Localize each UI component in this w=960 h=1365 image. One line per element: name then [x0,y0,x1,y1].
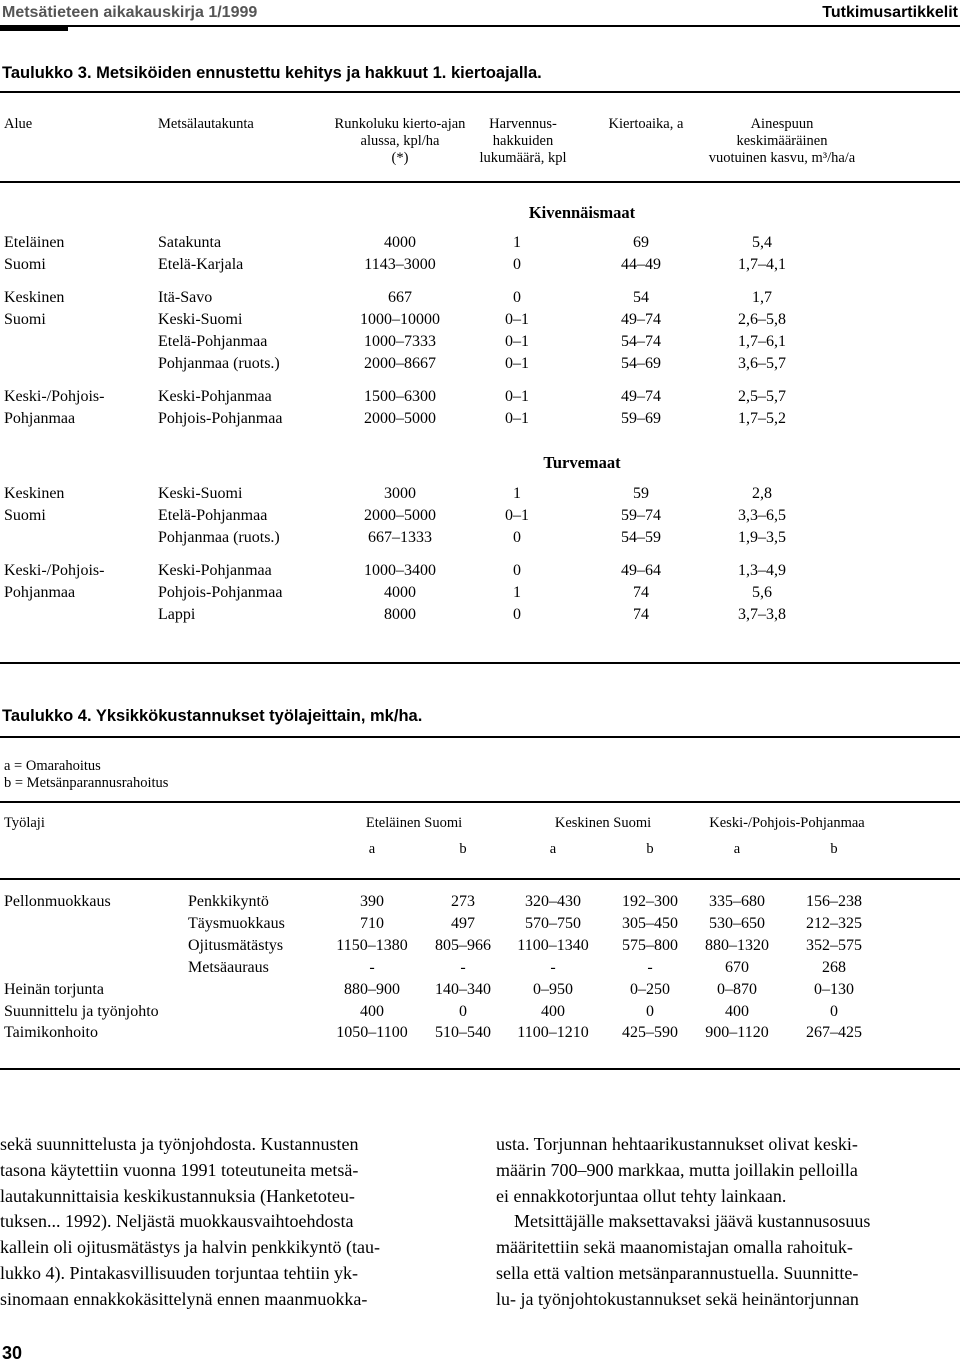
cell-harvennus: 0–1 [505,311,529,328]
section-kivennaismaat: Kivennäismaat [528,203,636,222]
cell-etela-a: 1150–1380 [336,937,408,954]
cell-kiertoaika: 54 [633,289,649,306]
cell-menetelma: Täysmuokkaus [188,915,285,932]
cell-keski-b: 425–590 [622,1024,678,1041]
table3-header-col-harvennus: Harvennus- [489,116,557,132]
cell-keski-b: 192–300 [622,893,678,910]
cell-lautakunta: Pohjois-Pohjanmaa [158,410,283,427]
cell-keski-a: 570–750 [525,915,581,932]
section-turvemaat: Turvemaat [543,453,621,472]
cell-kasvu: 2,5–5,7 [738,388,786,405]
cell-kasvu: 1,7–4,1 [738,256,786,273]
cell-alue: Suomi [4,256,46,273]
table3-header-col-metsalautakunta: Metsälautakunta [158,116,254,132]
table3-header-col-ainespuu: vuotuinen kasvu, m³/ha/a [708,150,856,166]
cell-kiertoaika: 59–69 [621,410,661,427]
cell-alue: Pohjanmaa [4,410,76,427]
header-rule [0,25,960,27]
table4-subhead-b: b [830,841,838,857]
cell-pohjois-a: 670 [725,959,749,976]
cell-keski-a: - [550,959,556,976]
cell-kiertoaika: 59 [633,485,649,502]
table3-header-col-ainespuu: Ainespuun [750,116,814,132]
body-left-line: tuksen... 1992). Neljästä muokkausvaihtoehdosta [0,1211,354,1232]
cell-keski-b: - [647,959,653,976]
cell-runkoluku: 4000 [384,584,416,601]
table3-header-col-alue: Alue [4,116,33,132]
cell-pohjois-b: 352–575 [806,937,862,954]
cell-kasvu: 3,7–3,8 [738,606,786,623]
cell-kasvu: 3,6–5,7 [738,355,786,372]
table3-header-col-harvennus: hakkuiden [492,133,554,149]
cell-alue: Eteläinen [4,234,65,251]
cell-keski-a: 320–430 [525,893,581,910]
body-right-line: lu- ja työnjohtokustannukset sekä heinäntorjunnan [496,1288,859,1309]
cell-etela-b: 0 [459,1003,467,1020]
cell-keski-a: 1100–1210 [517,1024,589,1041]
table4-region-south: Eteläinen Suomi [365,815,463,831]
cell-kiertoaika: 74 [633,606,649,623]
cell-harvennus: 0 [513,256,521,273]
cell-kasvu: 3,3–6,5 [738,507,786,524]
cell-lautakunta: Itä-Savo [158,289,213,306]
cell-alue: Suomi [4,311,46,328]
cell-harvennus: 0–1 [505,410,529,427]
cell-runkoluku: 2000–8667 [364,355,436,372]
cell-keski-a: 1100–1340 [517,937,589,954]
cell-runkoluku: 1000–3400 [364,562,436,579]
cell-harvennus: 1 [513,485,521,502]
cell-alue: Pohjanmaa [4,584,76,601]
cell-harvennus: 0–1 [505,355,529,372]
cell-kasvu: 2,8 [752,485,772,502]
cell-lautakunta: Keski-Suomi [158,311,243,328]
table3-header-col-ainespuu: keskimääräinen [736,133,828,149]
journal-title: Metsätieteen aikakauskirja 1/1999 [2,4,258,21]
cell-etela-a: 400 [360,1003,384,1020]
cell-kasvu: 1,3–4,9 [738,562,786,579]
cell-kasvu: 1,7–5,2 [738,410,786,427]
cell-kiertoaika: 49–64 [621,562,661,579]
cell-pohjois-b: 212–325 [806,915,862,932]
cell-lautakunta: Keski-Pohjanmaa [158,388,272,405]
table4-subhead-a: a [368,841,376,857]
cell-lautakunta: Etelä-Pohjanmaa [158,333,268,350]
cell-etela-b: - [460,959,466,976]
cell-etela-a: 390 [360,893,384,910]
cell-lautakunta: Etelä-Pohjanmaa [158,507,268,524]
body-left-line: lukko 4). Pintakasvillisuuden torjuntaa tehtiin yk- [0,1262,358,1283]
cell-etela-a: 710 [360,915,384,932]
cell-pohjois-a: 335–680 [709,893,765,910]
cell-runkoluku: 2000–5000 [364,507,436,524]
body-right-line: määritettiin sekä maanomistajan omalla rahoituk- [496,1237,853,1258]
page-header [0,0,960,34]
cell-alue: Keskinen [4,289,65,306]
table4-subhead-a: a [733,841,741,857]
cell-etela-b: 510–540 [435,1024,491,1041]
cell-kiertoaika: 54–74 [621,333,661,350]
cell-kasvu: 1,7 [752,289,772,306]
cell-etela-a: 1050–1100 [336,1024,408,1041]
cell-harvennus: 0–1 [505,333,529,350]
cell-alue: Keski-/Pohjois- [4,388,105,405]
table4-region-north: Keski-/Pohjois-Pohjanmaa [709,815,865,831]
table4-note-a: a = Omarahoitus [4,758,101,774]
cell-runkoluku: 2000–5000 [364,410,436,427]
body-right-column [496,1132,958,1313]
body-right-line: ei ennakkotorjuntaa ollut tehty lainkaan. [496,1185,787,1206]
cell-runkoluku: 1500–6300 [364,388,436,405]
cell-kiertoaika: 49–74 [621,311,661,328]
cell-runkoluku: 667–1333 [368,529,432,546]
table3-header-col-runkoluku: Runkoluku kierto-ajan [334,116,466,132]
cell-keski-b: 0–250 [630,981,670,998]
table4-note-b: b = Metsänparannusrahoitus [4,775,169,791]
body-right-line: usta. Torjunnan hehtaarikustannukset olivat keski- [496,1134,858,1154]
table4-header-rule [0,878,960,880]
body-left-line: lautakunnittaisia keskikustannuksia (Hanketoteu- [0,1185,355,1206]
cell-kasvu: 5,6 [752,584,772,601]
cell-keski-b: 575–800 [622,937,678,954]
cell-pohjois-a: 880–1320 [705,937,769,954]
table3-header-col-runkoluku: (*) [391,150,409,166]
cell-runkoluku: 1000–10000 [360,311,440,328]
table4-subhead-b: b [646,841,654,857]
cell-lautakunta: Lappi [158,606,196,623]
cell-kasvu: 2,6–5,8 [738,311,786,328]
cell-kasvu: 5,4 [752,234,772,251]
body-right-line: määrin 700–900 markkaa, mutta joillakin pelloilla [496,1159,858,1180]
page-number: 30 [2,1343,23,1363]
cell-keski-b: 305–450 [622,915,678,932]
cell-pohjois-b: 0–130 [814,981,854,998]
cell-pohjois-b: 268 [822,959,846,976]
table3-header-rule [0,181,960,183]
cell-etela-b: 497 [451,915,475,932]
table4-bottom-rule [0,1068,960,1070]
cell-kiertoaika: 59–74 [621,507,661,524]
table4-top-rule [0,736,960,738]
cell-harvennus: 0 [513,529,521,546]
cell-keski-b: 0 [646,1003,654,1020]
cell-runkoluku: 1143–3000 [364,256,436,273]
cell-kiertoaika: 44–49 [621,256,661,273]
cell-runkoluku: 4000 [384,234,416,251]
cell-menetelma: Ojitusmätästys [188,937,284,954]
cell-etela-b: 140–340 [435,981,491,998]
table3-top-rule [0,91,960,93]
cell-harvennus: 1 [513,234,521,251]
cell-lautakunta: Etelä-Karjala [158,256,244,273]
table3-caption: Taulukko 3. Metsiköiden ennustettu kehitys ja hakkuut 1. kiertoajalla. [2,64,542,82]
cell-etela-a: 880–900 [344,981,400,998]
cell-menetelma: Penkkikyntö [188,893,269,910]
cell-kiertoaika: 69 [633,234,649,251]
header-block [0,25,68,31]
cell-pohjois-b: 156–238 [806,893,862,910]
cell-tyolaji: Suunnittelu ja työnjohto [4,1003,159,1020]
cell-etela-b: 273 [451,893,475,910]
cell-kiertoaika: 54–69 [621,355,661,372]
cell-harvennus: 0 [513,289,521,306]
body-right-line: sella että valtion metsänparannustuella. Suunnitte- [496,1262,859,1283]
cell-kiertoaika: 49–74 [621,388,661,405]
cell-harvennus: 1 [513,584,521,601]
cell-pohjois-a: 400 [725,1003,749,1020]
cell-menetelma: Metsäauraus [188,959,269,976]
table4-col-work: Työlaji [4,815,45,831]
cell-kasvu: 1,7–6,1 [738,333,786,350]
table3-header-col-harvennus: lukumäärä, kpl [479,150,567,166]
body-left-line: tasona käytettiin vuonna 1991 toteutuneita metsä- [0,1159,359,1180]
cell-runkoluku: 8000 [384,606,416,623]
table3-bottom-rule [0,662,960,664]
table3-header-col-kiertoaika: Kiertoaika, a [608,116,684,132]
body-left-line: kallein oli ojitusmätästys ja halvin penkkikyntö (tau- [0,1237,380,1258]
cell-keski-a: 400 [541,1003,565,1020]
cell-etela-a: - [369,959,375,976]
cell-harvennus: 0–1 [505,507,529,524]
cell-harvennus: 0 [513,606,521,623]
table4-caption: Taulukko 4. Yksikkökustannukset työlajeittain, mk/ha. [2,707,423,725]
body-left-line: sekä suunnittelusta ja työnjohdosta. Kustannusten [0,1134,359,1154]
table3-header-col-runkoluku: alussa, kpl/ha [360,133,440,149]
table4-subhead-b: b [459,841,467,857]
cell-kiertoaika: 74 [633,584,649,601]
cell-pohjois-a: 900–1120 [705,1024,769,1041]
cell-alue: Keskinen [4,485,65,502]
cell-harvennus: 0–1 [505,388,529,405]
cell-harvennus: 0 [513,562,521,579]
cell-lautakunta: Pohjanmaa (ruots.) [158,355,280,372]
cell-pohjois-a: 530–650 [709,915,765,932]
body-left-column [0,1132,465,1313]
cell-runkoluku: 1000–7333 [364,333,436,350]
cell-pohjois-b: 267–425 [806,1024,862,1041]
cell-lautakunta: Pohjois-Pohjanmaa [158,584,283,601]
cell-lautakunta: Keski-Pohjanmaa [158,562,272,579]
cell-lautakunta: Keski-Suomi [158,485,243,502]
cell-lautakunta: Satakunta [158,234,222,251]
cell-alue: Keski-/Pohjois- [4,562,105,579]
cell-kiertoaika: 54–59 [621,529,661,546]
cell-keski-a: 0–950 [533,981,573,998]
cell-runkoluku: 667 [388,289,412,306]
cell-lautakunta: Pohjanmaa (ruots.) [158,529,280,546]
cell-etela-b: 805–966 [435,937,491,954]
cell-tyolaji: Pellonmuokkaus [4,893,111,910]
body-right-line: Metsittäjälle maksettavaksi jäävä kustannusosuus [514,1211,871,1232]
cell-pohjois-b: 0 [830,1003,838,1020]
cell-tyolaji: Heinän torjunta [4,981,104,998]
section-label: Tutkimusartikkelit [822,4,958,21]
table4-notes-rule [0,801,960,803]
cell-alue: Suomi [4,507,46,524]
cell-tyolaji: Taimikonhoito [4,1024,98,1041]
cell-pohjois-a: 0–870 [717,981,757,998]
table4-region-central: Keskinen Suomi [554,815,652,831]
cell-runkoluku: 3000 [384,485,416,502]
table4-subhead-a: a [549,841,557,857]
cell-kasvu: 1,9–3,5 [738,529,786,546]
body-left-line: sinomaan ennakkokäsittelynä ennen maanmuokka- [0,1288,368,1309]
